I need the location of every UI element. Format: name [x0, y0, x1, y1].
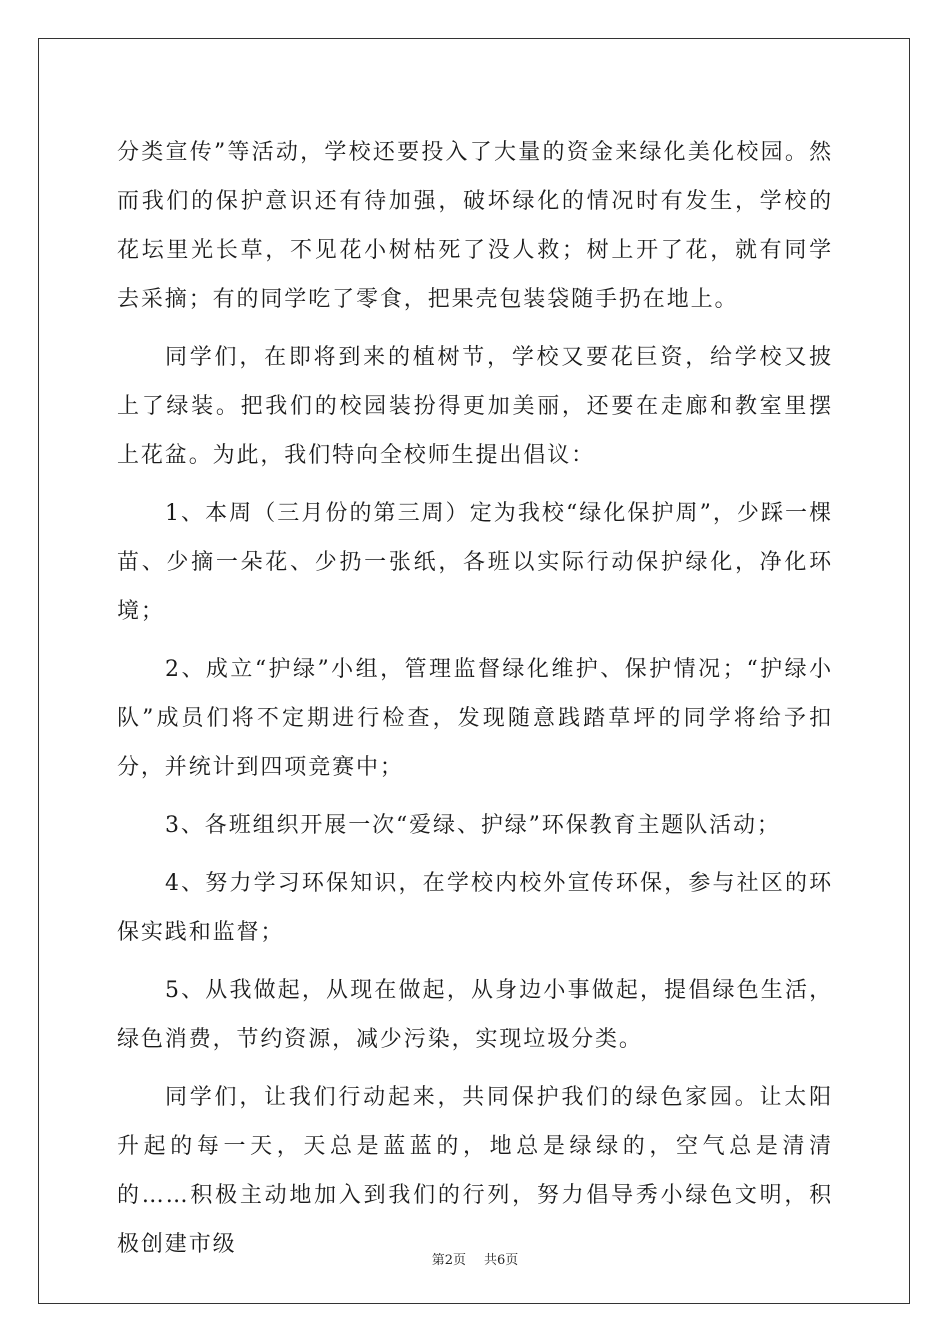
proposal-item-3: 3、各班组织开展一次“爱绿、护绿”环保教育主题队活动；: [165, 813, 781, 838]
proposal-item-5: 5、从我做起，从现在做起，从身边小事做起，提倡绿色生活，绿色消费，节约资源，减少污染，实现垃圾分类。: [117, 978, 833, 1052]
document-body: [117, 128, 833, 1278]
paragraph-closing: 同学们，让我们行动起来，共同保护我们的绿色家园。让太阳升起的每一天，天总是蓝蓝的，地总是绿绿的，空气总是清清的……积极主动地加入到我们的行列，努力倡导秀小绿色文明，积极创建市级: [117, 1085, 833, 1257]
paragraph-arbor-day: 同学们，在即将到来的植树节，学校又要花巨资，给学校又披上了绿装。把我们的校园装扮得更加美丽，还要在走廊和教室里摆上花盆。为此，我们特向全校师生提出倡议：: [117, 345, 833, 468]
page-footer: [0, 1249, 950, 1268]
proposal-item-1: 1、本周（三月份的第三周）定为我校“绿化保护周”，少踩一棵苗、少摘一朵花、少扔一张纸，各班以实际行动保护绿化，净化环境；: [117, 501, 833, 624]
paragraph-continuation: 分类宣传”等活动，学校还要投入了大量的资金来绿化美化校园。然而我们的保护意识还有待加强，破坏绿化的情况时有发生，学校的花坛里光长草，不见花小树枯死了没人救；树上开了花，就有同学去采摘；有的同学吃了零食，把果壳包装袋随手扔在地上。: [117, 140, 833, 312]
proposal-item-4: 4、努力学习环保知识，在学校内校外宣传环保，参与社区的环保实践和监督；: [117, 871, 833, 945]
page-total: 共6页: [484, 1253, 519, 1268]
proposal-item-2: 2、成立“护绿”小组，管理监督绿化维护、保护情况；“护绿小队”成员们将不定期进行检查，发现随意践踏草坪的同学将给予扣分，并统计到四项竞赛中；: [117, 657, 833, 780]
page-number: 第2页: [431, 1253, 466, 1268]
